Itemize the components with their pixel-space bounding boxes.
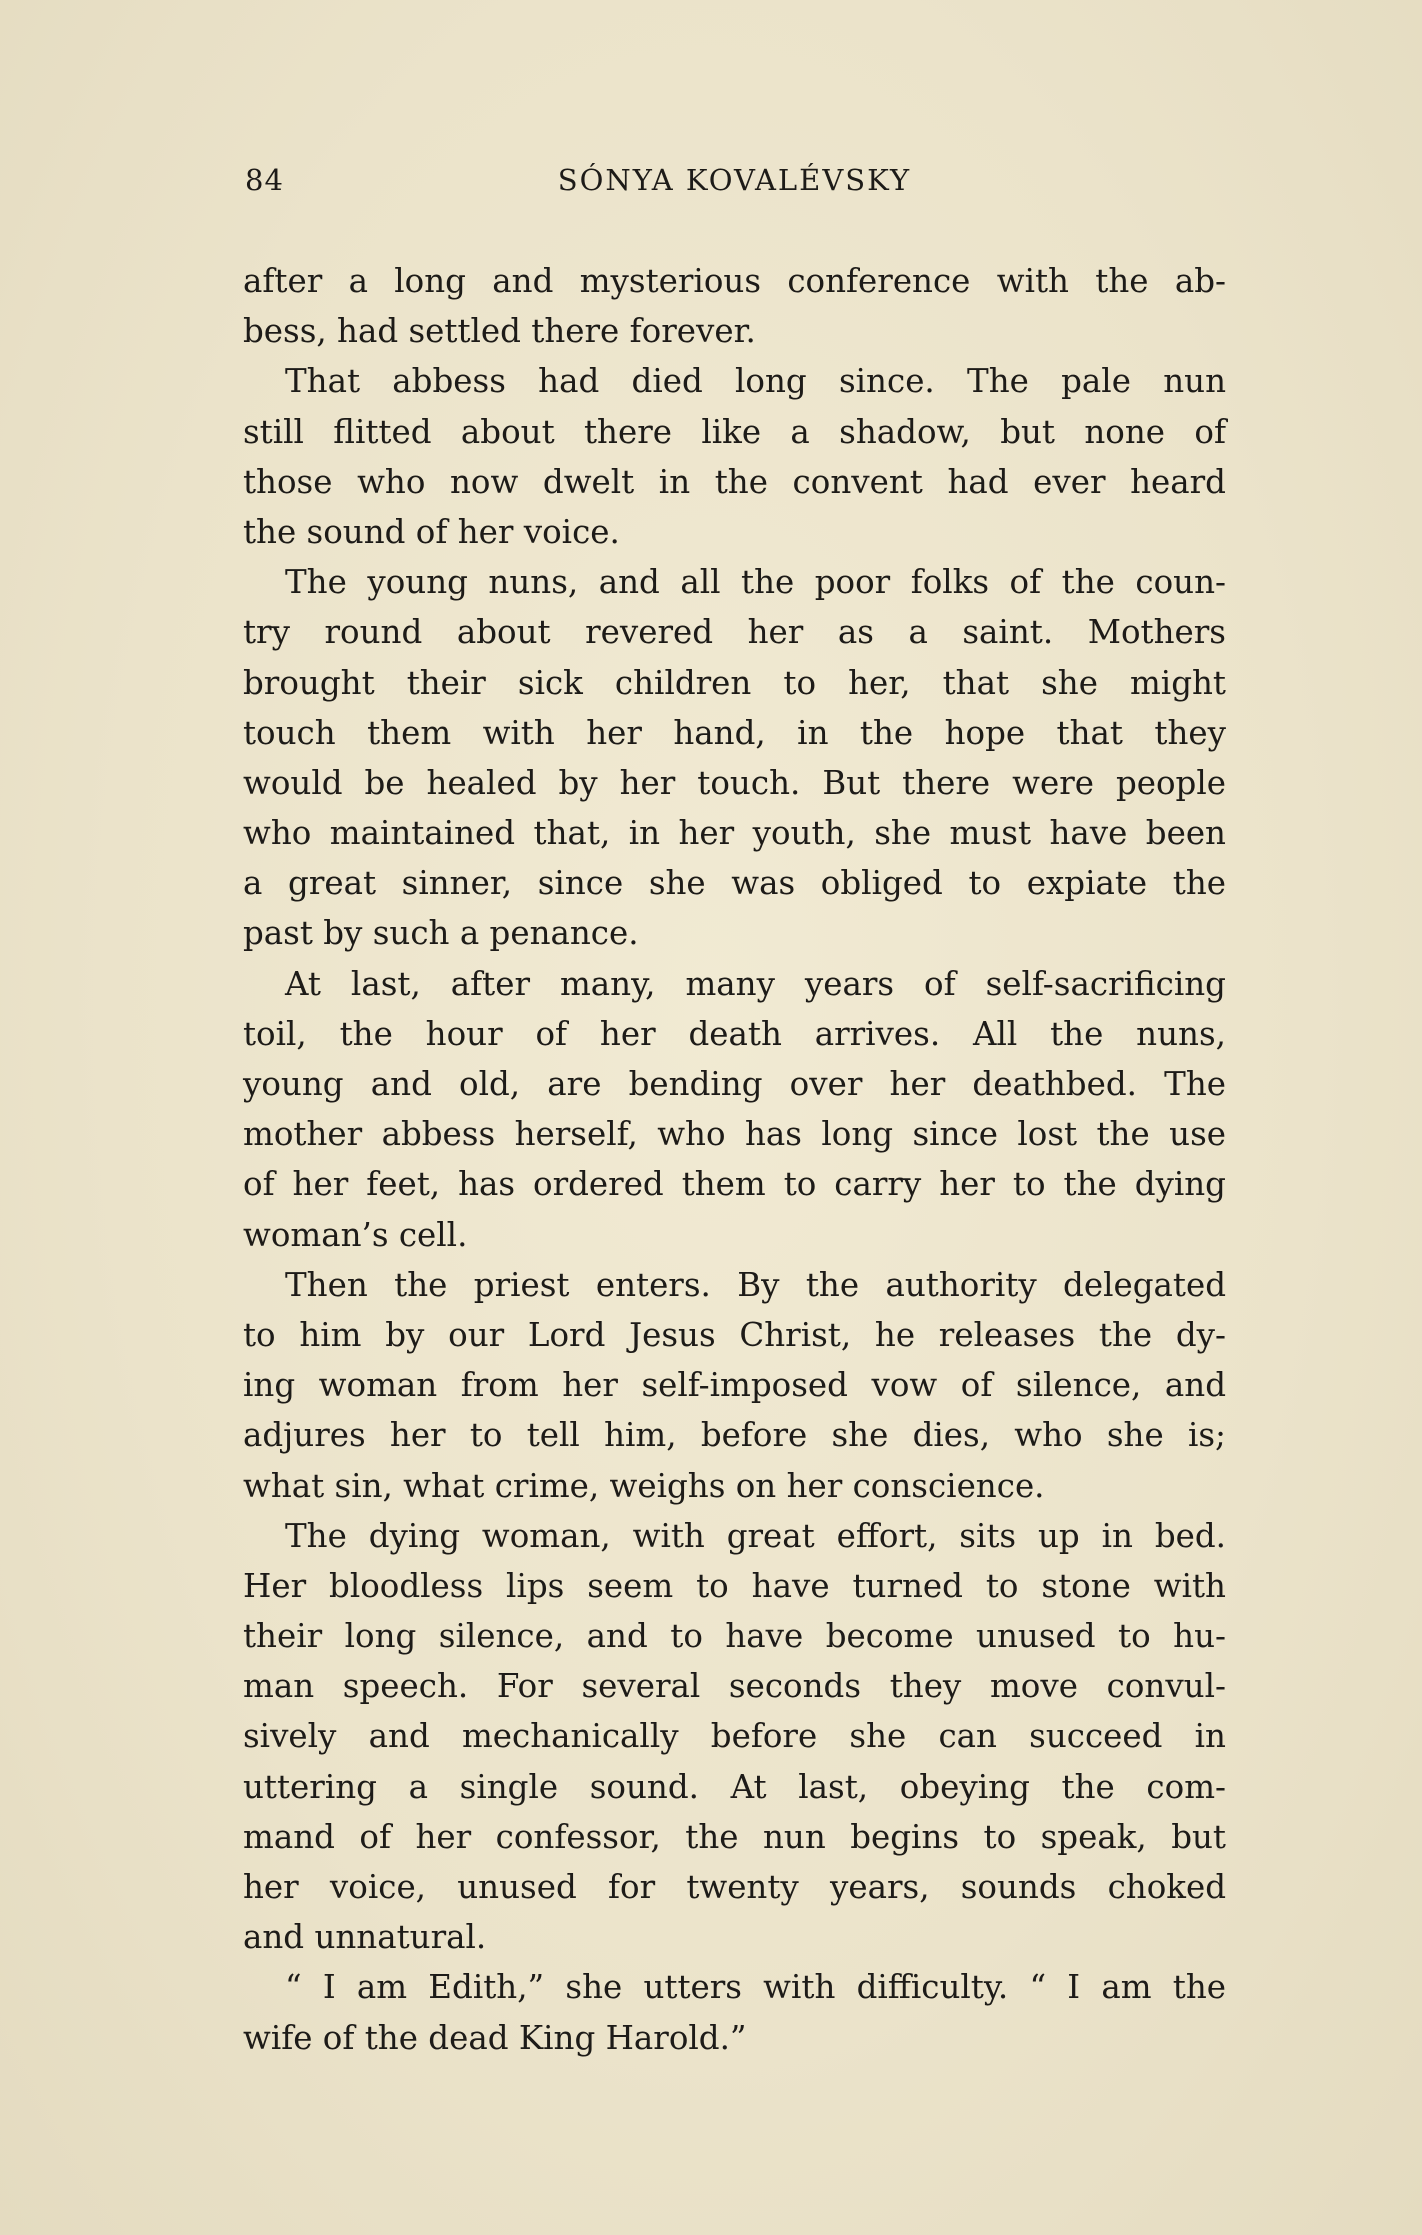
text-line: uttering a single sound. At last, obeying the com- xyxy=(243,1767,1226,1806)
text-block xyxy=(243,163,1226,2063)
text-line: The young nuns, and all the poor folks of the coun- xyxy=(285,563,1226,602)
book-title: SÓNYA KOVALÉVSKY xyxy=(557,163,912,197)
text-line: mand of her confessor, the nun begins to speak, but xyxy=(243,1817,1226,1856)
text-line: “ I am Edith,” she utters with difficulty. “ I am the xyxy=(285,1968,1226,2007)
text-line: touch them with her hand, in the hope that they xyxy=(243,713,1226,752)
text-line: wife of the dead King Harold.” xyxy=(243,2018,747,2057)
text-line: brought their sick children to her, that she might xyxy=(243,663,1226,702)
text-line: Then the priest enters. By the authority delegated xyxy=(285,1265,1226,1304)
text-line: still flitted about there like a shadow, but none of xyxy=(243,412,1226,451)
text-line: and unnatural. xyxy=(243,1918,487,1957)
page-number: 84 xyxy=(245,163,284,197)
text-line: who maintained that, in her youth, she must have been xyxy=(243,814,1226,853)
text-line: toil, the hour of her death arrives. All the nuns, xyxy=(243,1014,1226,1053)
text-line: man speech. For several seconds they move convul- xyxy=(243,1667,1226,1706)
text-line: those who now dwelt in the convent had ever heard xyxy=(243,462,1226,501)
text-line: the sound of her voice. xyxy=(243,512,620,551)
text-line: ing woman from her self-imposed vow of silence, and xyxy=(243,1366,1226,1405)
text-line: adjures her to tell him, before she dies, who she is; xyxy=(243,1416,1226,1455)
text-line: mother abbess herself, who has long since lost the use xyxy=(243,1115,1226,1154)
text-line: a great sinner, since she was obliged to expiate the xyxy=(243,864,1226,903)
text-line: her voice, unused for twenty years, sounds choked xyxy=(243,1868,1226,1906)
text-line: of her feet, has ordered them to carry her to the dying xyxy=(243,1165,1226,1204)
text-line: The dying woman, with great effort, sits up in bed. xyxy=(285,1516,1226,1555)
text-line: woman’s cell. xyxy=(243,1215,468,1254)
text-line: bess, had settled there forever. xyxy=(243,312,756,351)
text-line: past by such a penance. xyxy=(243,914,639,953)
text-line: to him by our Lord Jesus Christ, he releases the dy- xyxy=(243,1315,1226,1354)
text-line: what sin, what crime, weighs on her conscience. xyxy=(243,1466,1045,1505)
text-line: young and old, are bending over her deathbed. The xyxy=(243,1065,1226,1103)
text-line: sively and mechanically before she can succeed in xyxy=(243,1717,1226,1756)
text-line: That abbess had died long since. The pale nun xyxy=(285,362,1226,401)
text-line: try round about revered her as a saint. Mothers xyxy=(243,613,1226,652)
text-line: their long silence, and to have become unused to hu- xyxy=(243,1617,1226,1656)
text-line: would be healed by her touch. But there were people xyxy=(243,763,1226,802)
running-head xyxy=(243,163,1226,205)
text-line: after a long and mysterious conference with the ab- xyxy=(243,262,1226,300)
text-line: Her bloodless lips seem to have turned to stone with xyxy=(243,1566,1226,1605)
text-line: At last, after many, many years of self-sacrificing xyxy=(285,964,1226,1003)
body-text xyxy=(243,256,1226,2063)
